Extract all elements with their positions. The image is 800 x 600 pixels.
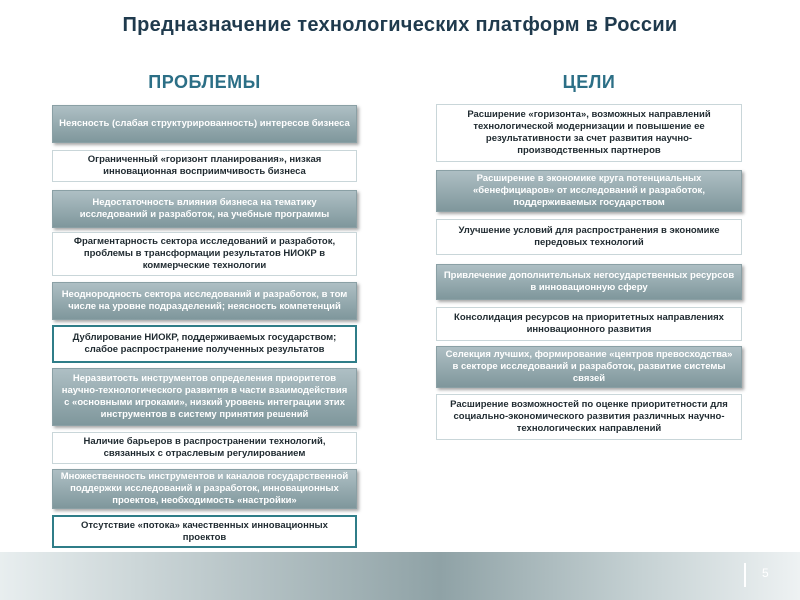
footer-separator [744,563,746,587]
problem-item-2: Ограниченный «горизонт планирования», низкая инновационная восприимчивость бизнеса [52,150,357,182]
problem-item-10: Отсутствие «потока» качественных инновационных проектов [52,515,357,548]
page-number: 5 [762,566,769,580]
goal-item-2: Расширение в экономике круга потенциальных «бенефициаров» от исследований и разработок, поддерживаемых государством [436,170,742,212]
goal-item-5: Консолидация ресурсов на приоритетных направлениях инновационного развития [436,307,742,341]
goal-item-3: Улучшение условий для распространения в экономике передовых технологий [436,219,742,255]
problem-item-6: Дублирование НИОКР, поддерживаемых государством; слабое распространение полученных результатов [52,325,357,363]
problem-item-5: Неоднородность сектора исследований и разработок, в том числе на уровне подразделений; неясность компетенций [52,282,357,320]
problem-item-3: Недостаточность влияния бизнеса на тематику исследований и разработок, на учебные программы [52,190,357,228]
footer-bar [0,552,800,600]
goal-item-4: Привлечение дополнительных негосударственных ресурсов в инновационную сферу [436,264,742,300]
problems-heading: ПРОБЛЕМЫ [148,72,261,92]
slide-title: Предназначение технологических платформ в России [122,14,678,36]
problem-item-8: Наличие барьеров в распространении технологий, связанных с отраслевым регулированием [52,432,357,464]
problem-item-9: Множественность инструментов и каналов государственной поддержки исследований и разработок, инновационных проектов, необходимость «настройки» [52,469,357,509]
goal-item-7: Расширение возможностей по оценке приоритетности для социально-экономического развития различных научно-технологических направлений [436,394,742,440]
problem-item-1: Неясность (слабая структурированность) интересов бизнеса [52,105,357,143]
goal-item-6: Селекция лучших, формирование «центров превосходства» в секторе исследований и разработок, развитие системы связей [436,346,742,388]
goal-item-1: Расширение «горизонта», возможных направлений технологической модернизации и повышение ее результативности за счет развития научно-производственных партнеров [436,104,742,162]
problem-item-7: Неразвитость инструментов определения приоритетов научно-технологического развития в части взаимодействия с «основными игроками», низкий уровень интеграции этих инструментов в систему принятия решений [52,368,357,426]
goals-heading: ЦЕЛИ [562,72,616,92]
problem-item-4: Фрагментарность сектора исследований и разработок, проблемы в трансформации результатов НИОКР в коммерческие технологии [52,232,357,276]
